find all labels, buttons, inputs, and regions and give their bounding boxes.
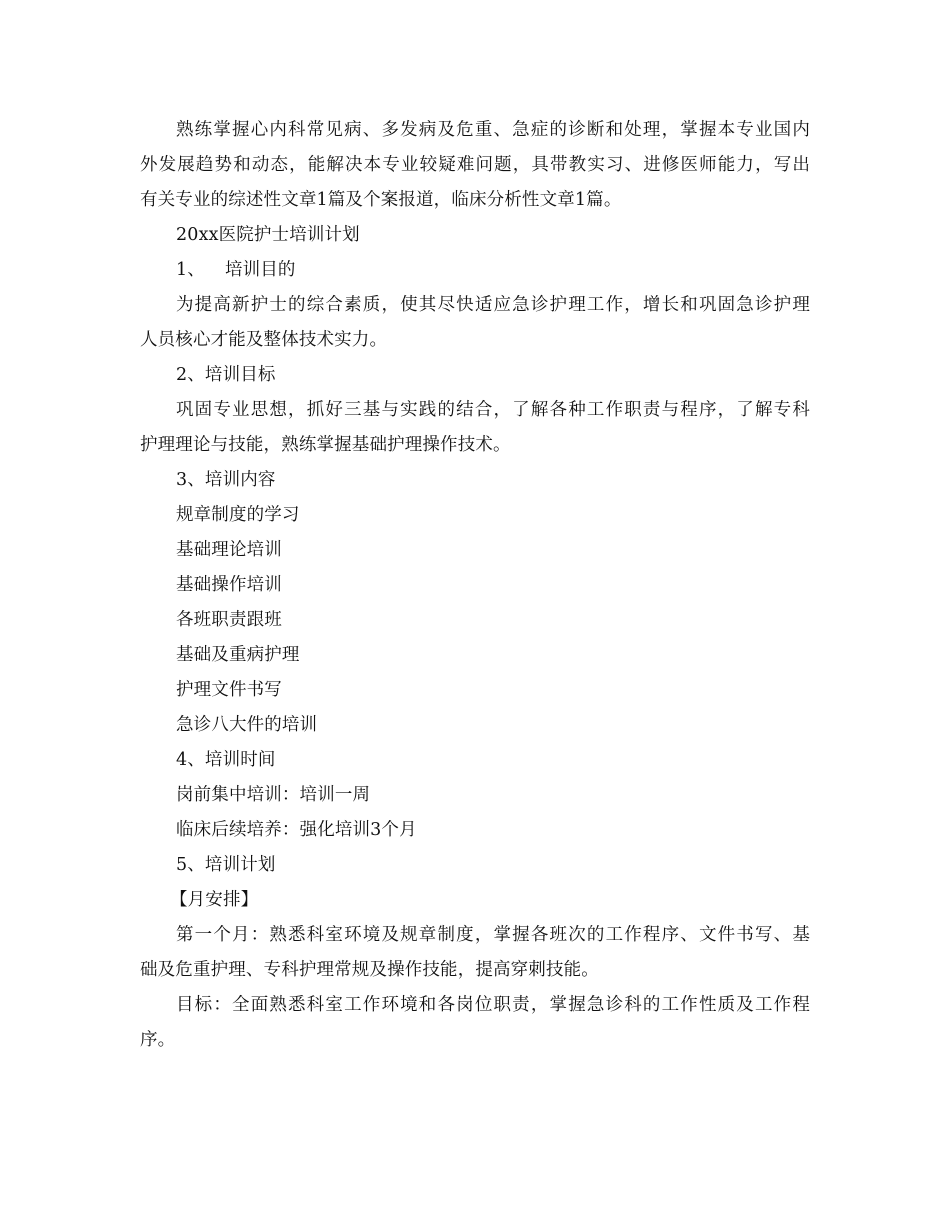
list-item: 临床后续培养：强化培训3个月 (176, 820, 417, 840)
document-title: 20xx医院护士培训计划 (176, 225, 360, 245)
month-label: 【月安排】 (170, 890, 259, 910)
paragraph-line: 为提高新护士的综合素质，使其尽快适应急诊护理工作，增长和巩固急诊护理 (176, 295, 810, 315)
paragraph-line: 础及危重护理、专科护理常规及操作技能，提高穿刺技能。 (140, 960, 599, 980)
section-heading: 5、培训计划 (176, 855, 276, 875)
paragraph-line: 目标：全面熟悉科室工作环境和各岗位职责，掌握急诊科的工作性质及工作程 (176, 995, 810, 1015)
list-item: 护理文件书写 (176, 680, 282, 700)
paragraph-line: 人员核心才能及整体技术实力。 (140, 330, 388, 350)
list-item: 各班职责跟班 (176, 610, 282, 630)
section-heading (176, 259, 296, 281)
section-heading: 4、培训时间 (176, 750, 276, 770)
paragraph-line: 巩固专业思想，抓好三基与实践的结合，了解各种工作职责与程序，了解专科 (176, 400, 810, 420)
paragraph-line: 有关专业的综述性文章1篇及个案报道，临床分析性文章1篇。 (140, 190, 622, 210)
list-item: 基础操作培训 (176, 575, 282, 595)
paragraph-line: 熟练掌握心内科常见病、多发病及危重、急症的诊断和处理，掌握本专业国内 (176, 120, 810, 140)
paragraph-line: 护理理论与技能，熟练掌握基础护理操作技术。 (140, 435, 511, 455)
paragraph-line: 外发展趋势和动态，能解决本专业较疑难问题，具带教实习、进修医师能力，写出 (140, 155, 810, 175)
section-title: 培训目的 (224, 260, 296, 280)
section-number: 1、 (176, 260, 205, 280)
paragraph-line: 第一个月：熟悉科室环境及规章制度，掌握各班次的工作程序、文件书写、基 (176, 925, 810, 945)
list-item: 急诊八大件的培训 (176, 715, 318, 735)
paragraph-line: 序。 (140, 1030, 176, 1050)
section-heading: 2、培训目标 (176, 365, 276, 385)
list-item: 基础及重病护理 (176, 645, 300, 665)
list-item: 岗前集中培训：培训一周 (176, 785, 371, 805)
list-item: 规章制度的学习 (176, 505, 300, 525)
section-heading: 3、培训内容 (176, 470, 276, 490)
list-item: 基础理论培训 (176, 540, 282, 560)
